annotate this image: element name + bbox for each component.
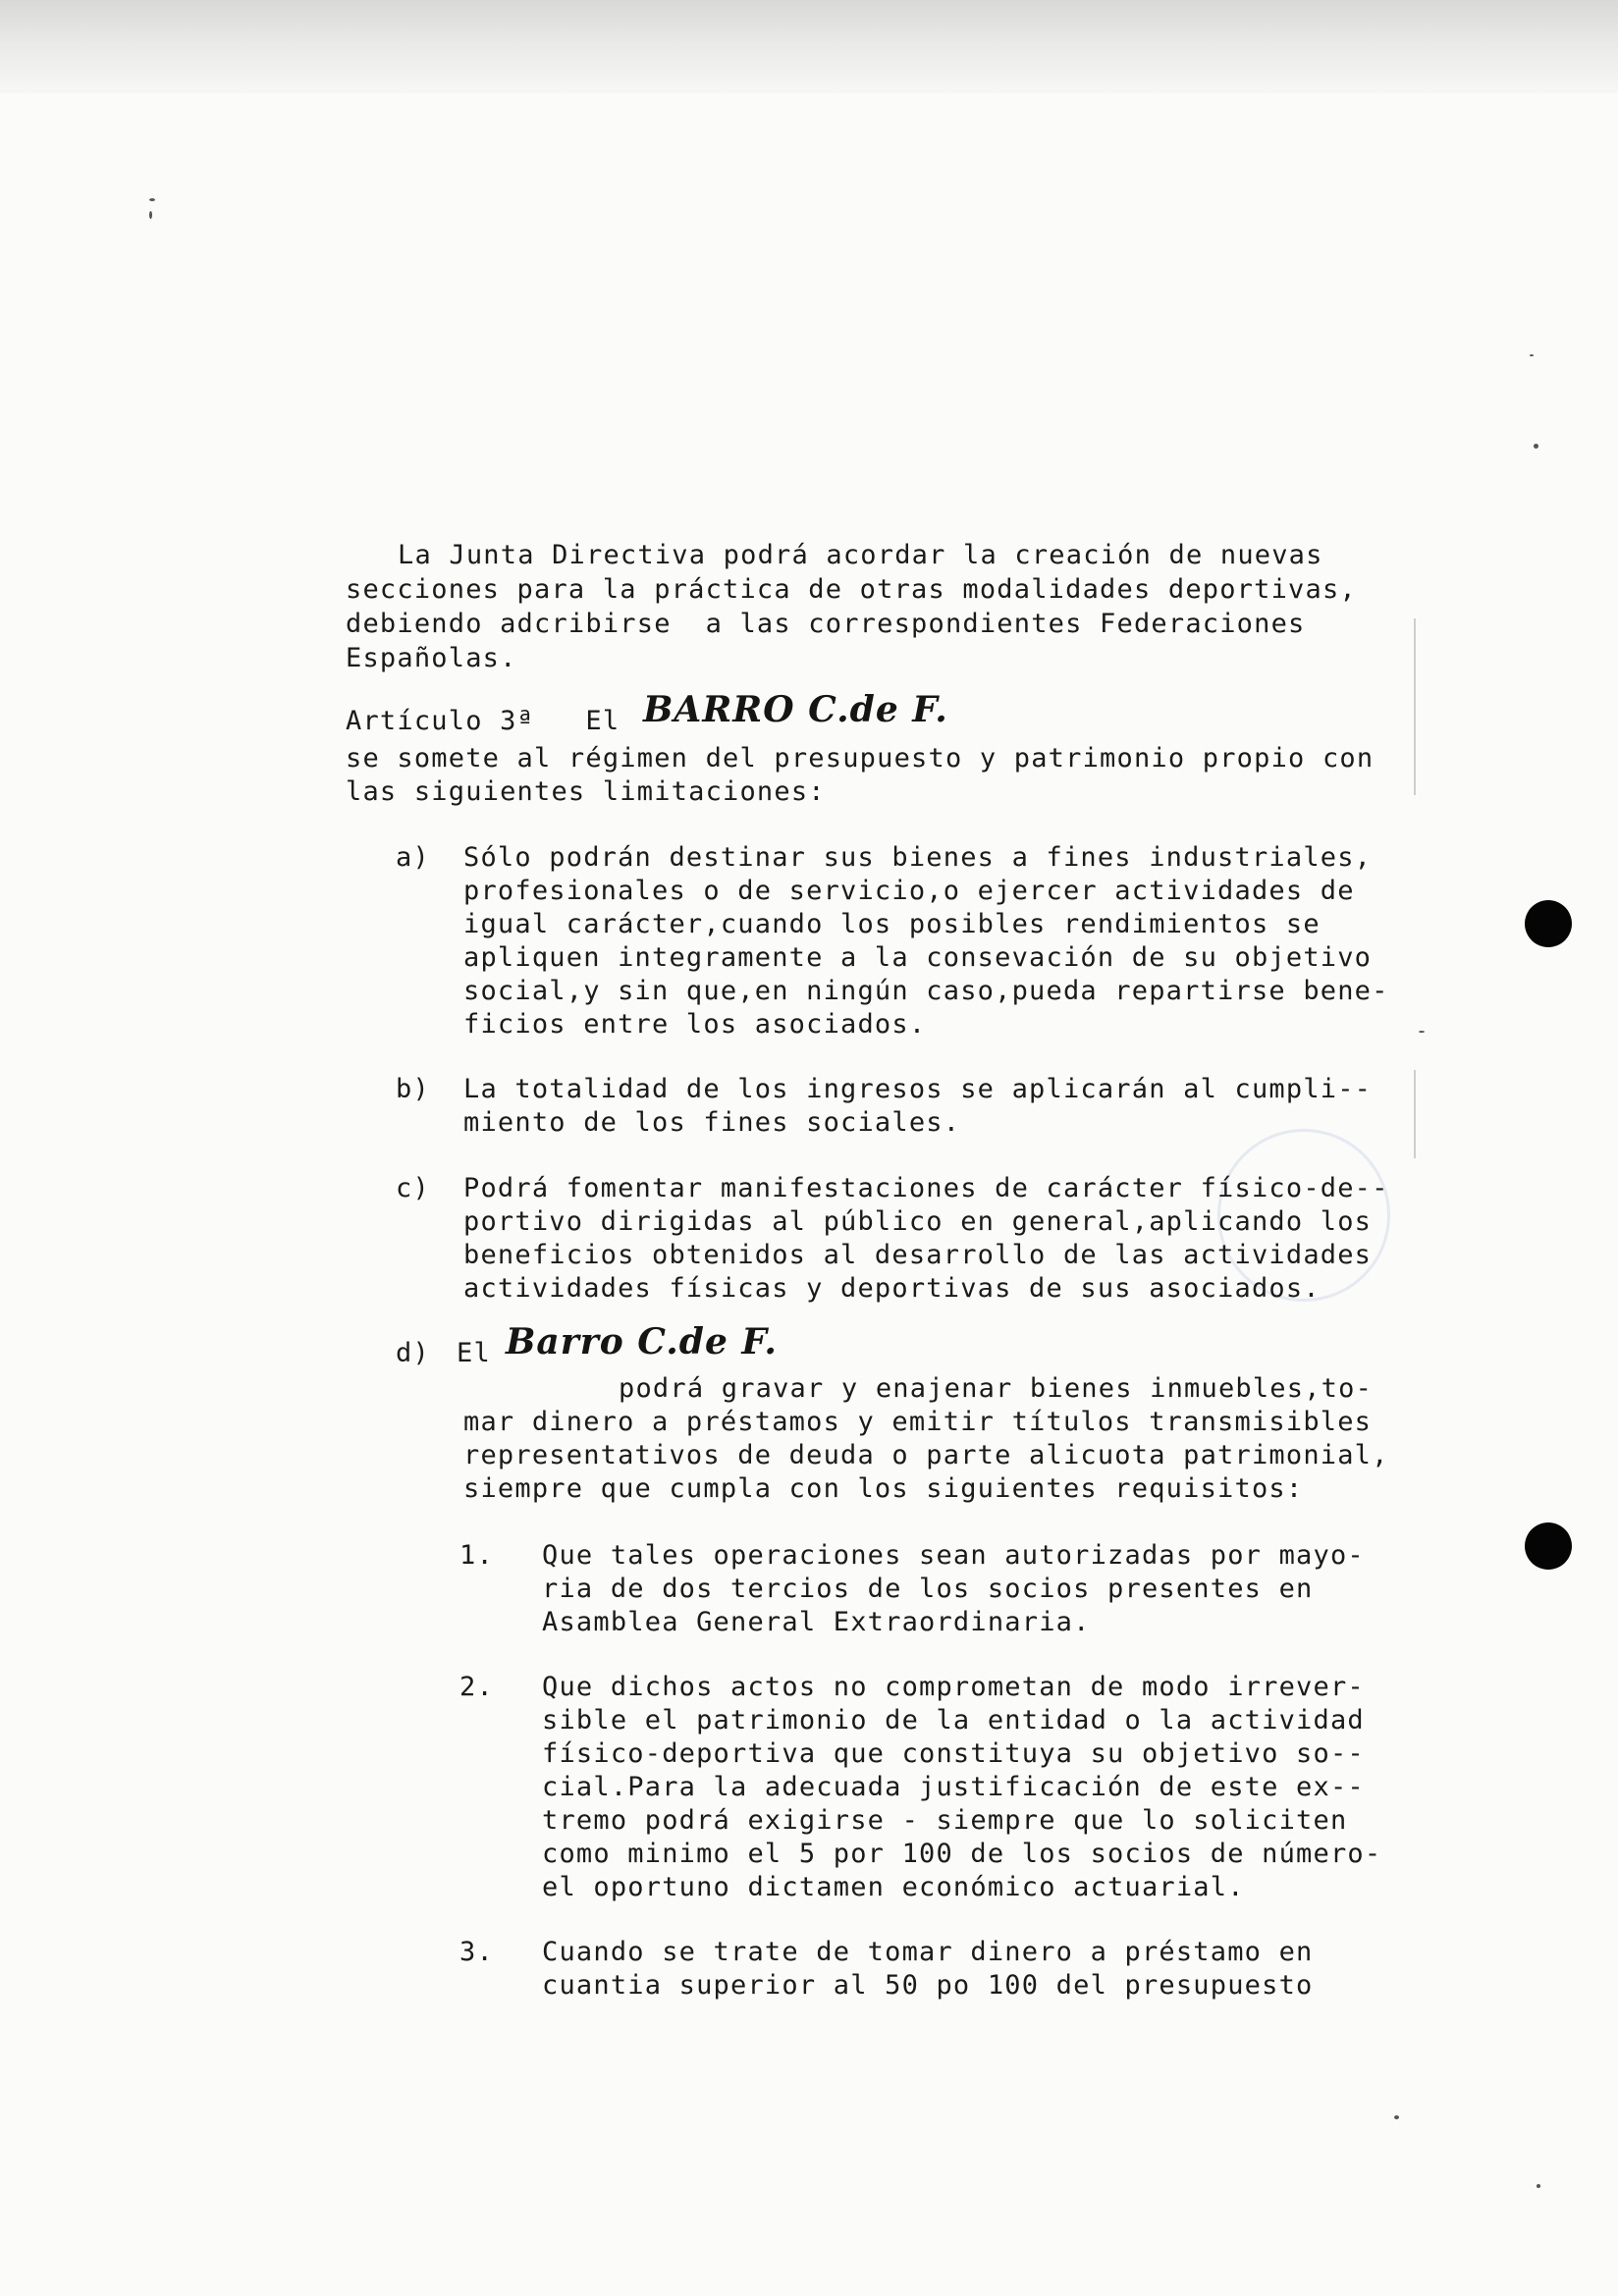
- requirement-line: cial.Para la adecuada justificación de este ex--: [542, 1772, 1365, 1802]
- requirement-line: Que dichos actos no comprometan de modo irrever-: [542, 1672, 1365, 1702]
- handwritten-club-name: Barro C.de F.: [506, 1321, 778, 1362]
- item-line: apliquen integramente a la consevación de su objetivo: [463, 942, 1373, 973]
- item-line: igual carácter,cuando los posibles rendimientos se: [463, 909, 1321, 939]
- item-line: social,y sin que,en ningún caso,pueda repartirse bene-: [463, 976, 1389, 1006]
- item-prefix: El: [457, 1338, 491, 1368]
- requirement-line: el oportuno dictamen económico actuarial.: [542, 1872, 1245, 1902]
- item-line: ficios entre los asociados.: [463, 1009, 927, 1040]
- item-line: Sólo podrán destinar sus bienes a fines industriales,: [463, 842, 1373, 873]
- item-marker: a): [396, 842, 430, 873]
- requirement-marker: 2.: [459, 1672, 494, 1702]
- article-line: las siguientes limitaciones:: [346, 776, 826, 807]
- item-marker: b): [396, 1074, 430, 1104]
- paragraph-line: debiendo adcribirse a las correspondientes Federaciones: [346, 609, 1306, 639]
- item-line: representativos de deuda o parte alicuota patrimonial,: [463, 1440, 1389, 1470]
- item-line: profesionales o de servicio,o ejercer actividades de: [463, 876, 1355, 906]
- article-heading: Artículo 3ª El: [346, 706, 620, 736]
- item-line: mar dinero a préstamos y emitir títulos transmisibles: [463, 1407, 1373, 1437]
- requirement-line: físico-deportiva que constituya su objetivo so--: [542, 1738, 1365, 1769]
- handwritten-club-name: BARRO C.de F.: [643, 689, 948, 730]
- requirement-line: cuantia superior al 50 po 100 del presupuesto: [542, 1970, 1314, 2001]
- item-line: miento de los fines sociales.: [463, 1107, 961, 1138]
- requirement-line: como minimo el 5 por 100 de los socios de número-: [542, 1839, 1382, 1869]
- requirement-marker: 3.: [459, 1937, 494, 1967]
- paragraph-line: Españolas.: [346, 643, 517, 673]
- item-line: La totalidad de los ingresos se aplicarán al cumpli--: [463, 1074, 1373, 1104]
- item-marker: d): [396, 1338, 430, 1368]
- paragraph-line: secciones para la práctica de otras modalidades deportivas,: [346, 574, 1357, 605]
- requirement-line: Asamblea General Extraordinaria.: [542, 1607, 1091, 1637]
- requirement-line: Que tales operaciones sean autorizadas por mayo-: [542, 1540, 1365, 1571]
- item-line: Podrá fomentar manifestaciones de carácter físico-de--: [463, 1173, 1389, 1203]
- item-line: podrá gravar y enajenar bienes inmuebles,to-: [619, 1373, 1374, 1404]
- item-line: siempre que cumpla con los siguientes requisitos:: [463, 1473, 1304, 1504]
- item-line: actividades físicas y deportivas de sus asociados.: [463, 1273, 1321, 1304]
- paragraph-line: La Junta Directiva podrá acordar la creación de nuevas: [398, 540, 1323, 570]
- item-marker: c): [396, 1173, 430, 1203]
- requirement-line: ria de dos tercios de los socios presentes en: [542, 1574, 1314, 1604]
- requirement-line: Cuando se trate de tomar dinero a préstamo en: [542, 1937, 1314, 1967]
- item-line: beneficios obtenidos al desarrollo de las actividades: [463, 1240, 1373, 1270]
- requirement-line: tremo podrá exigirse - siempre que lo soliciten: [542, 1805, 1348, 1836]
- requirement-line: sible el patrimonio de la entidad o la actividad: [542, 1705, 1365, 1735]
- item-line: portivo dirigidas al público en general,aplicando los: [463, 1206, 1373, 1237]
- requirement-marker: 1.: [459, 1540, 494, 1571]
- article-line: se somete al régimen del presupuesto y patrimonio propio con: [346, 743, 1375, 774]
